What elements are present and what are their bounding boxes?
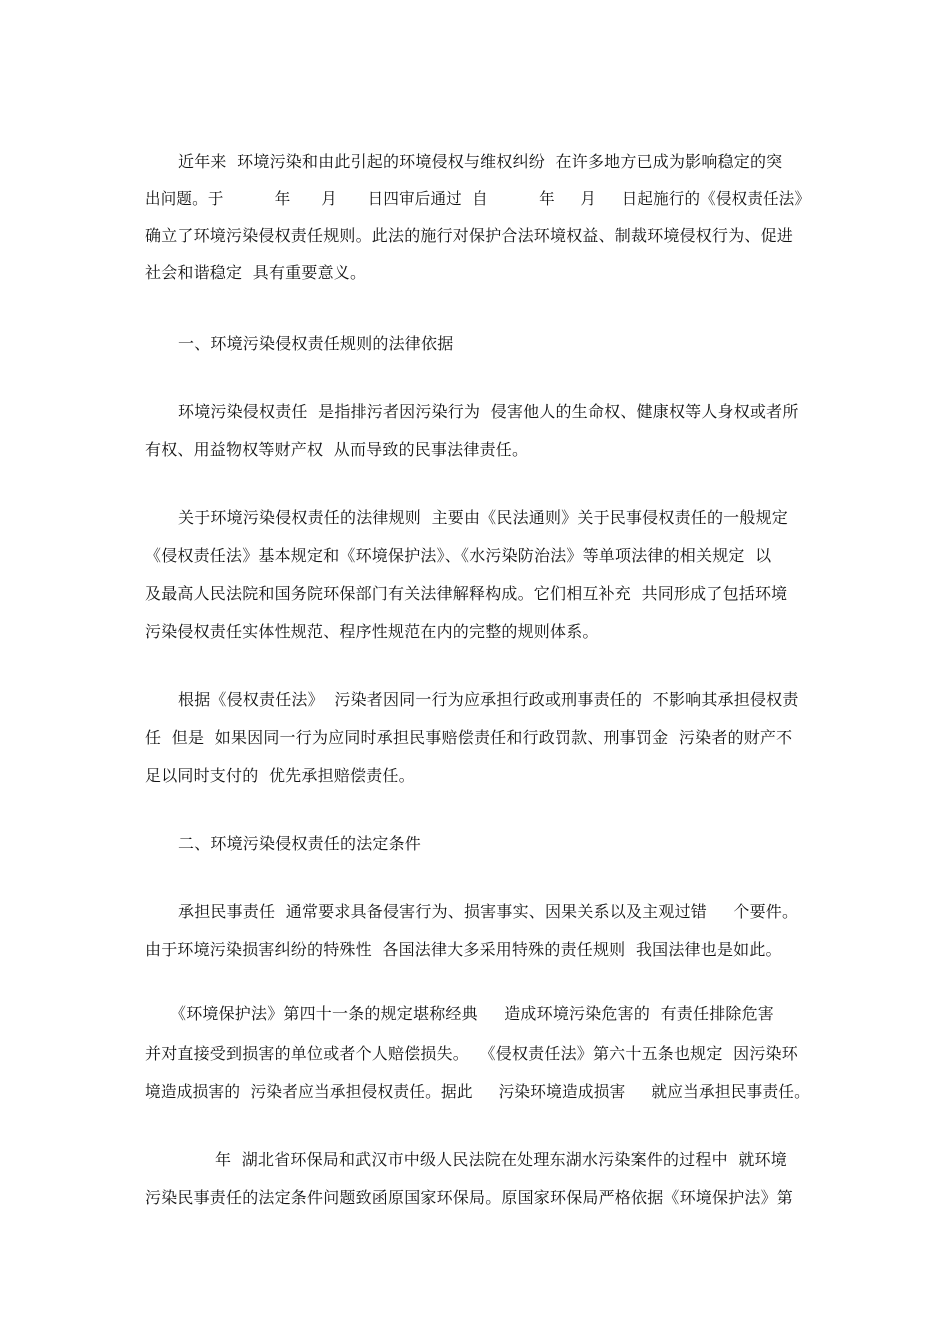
paragraph-4-line-1: 根据《侵权责任法》 污染者因同一行为应承担行政或刑事责任的 不影响其承担侵权责 [178,690,799,709]
paragraph-6-line-2: 并对直接受到损害的单位或者个人赔偿损失。 《侵权责任法》第六十五条也规定 因污染环 [145,1044,798,1063]
paragraph-7-line-2: 污染民事责任的法定条件问题致函原国家环保局。原国家环保局严格依据《环境保护法》第 [145,1188,794,1207]
paragraph-5-line-2: 由于环境污染损害纠纷的特殊性 各国法律大多采用特殊的责任规则 我国法律也是如此。 [145,940,782,959]
paragraph-1-line-2: 出问题。于 年 月 日四审后通过 自 年 月 日起施行的《侵权责任法》 [145,189,811,208]
paragraph-3-line-4: 污染侵权责任实体性规范、程序性规范在内的完整的规则体系。 [145,622,599,641]
section-heading-1: 一、环境污染侵权责任规则的法律依据 [178,334,454,353]
paragraph-3-line-2: 《侵权责任法》基本规定和《环境保护法》、《水污染防治法》等单项法律的相关规定 以 [145,546,772,565]
paragraph-6-line-1: 《环境保护法》第四十一条的规定堪称经典 造成环境污染危害的 有责任排除危害 [170,1004,775,1023]
paragraph-5-line-1: 承担民事责任 通常要求具备侵害行为、损害事实、因果关系以及主观过错 个要件。 [178,902,799,921]
paragraph-2-line-2: 有权、用益物权等财产权 从而导致的民事法律责任。 [145,440,529,459]
paragraph-7-line-1: 年 湖北省环保局和武汉市中级人民法院在处理东湖水污染案件的过程中 就环境 [215,1150,787,1169]
paragraph-2-line-1: 环境污染侵权责任 是指排污者因污染行为 侵害他人的生命权、健康权等人身权或者所 [178,402,799,421]
paragraph-1-line-4: 社会和谐稳定 具有重要意义。 [145,263,367,282]
paragraph-4-line-2: 任 但是 如果因同一行为应同时承担民事赔偿责任和行政罚款、刑事罚金 污染者的财产不 [145,728,793,747]
section-heading-2: 二、环境污染侵权责任的法定条件 [178,834,422,853]
paragraph-6-line-3: 境造成损害的 污染者应当承担侵权责任。据此 污染环境造成损害 就应当承担民事责任。 [145,1082,811,1101]
paragraph-1-line-1: 近年来 环境污染和由此引起的环境侵权与维权纠纷 在许多地方已成为影响稳定的突 [178,152,783,171]
paragraph-3-line-1: 关于环境污染侵权责任的法律规则 主要由《民法通则》关于民事侵权责任的一般规定 [178,508,788,527]
paragraph-1-line-3: 确立了环境污染侵权责任规则。此法的施行对保护合法环境权益、制裁环境侵权行为、促进 [145,226,794,245]
paragraph-3-line-3: 及最高人民法院和国务院环保部门有关法律解释构成。它们相互补充 共同形成了包括环境 [145,584,788,603]
paragraph-4-line-3: 足以同时支付的 优先承担赔偿责任。 [145,766,415,785]
